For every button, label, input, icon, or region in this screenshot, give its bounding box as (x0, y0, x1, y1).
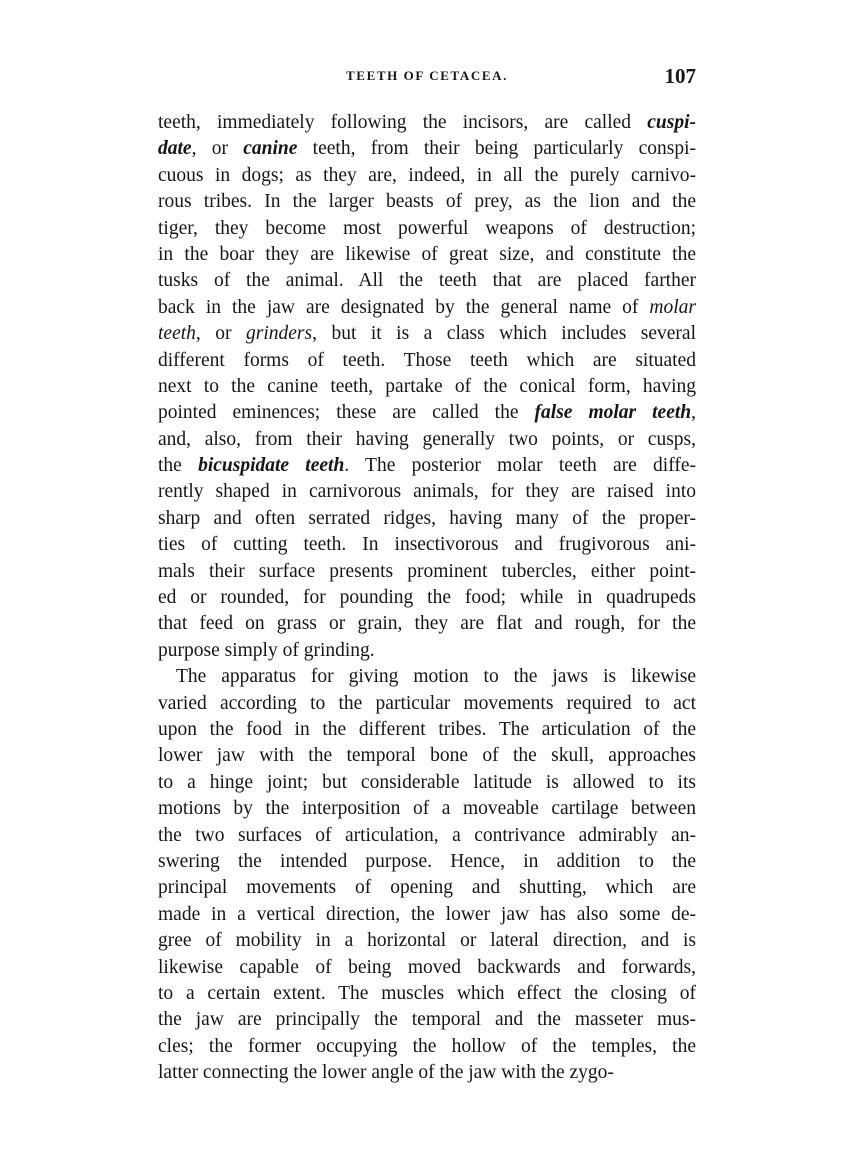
text-run: tiger, they become most powerful weapons of destruction; (158, 217, 696, 239)
text-run: rous tribes. In the larger beasts of prey, as the lion and the (158, 191, 696, 213)
text-line (158, 348, 696, 374)
text-run: the (158, 455, 199, 477)
text-line (158, 453, 696, 479)
text-run: gree of mobility in a horizontal or lateral direction, and is (158, 930, 696, 952)
text-run: latter connecting the lower angle of the jaw with the zygo- (158, 1062, 614, 1084)
italic-term: canine (243, 138, 298, 160)
text-line (158, 1007, 696, 1033)
text-line (158, 189, 696, 215)
text-run: sharp and often serrated ridges, having many of the proper- (158, 507, 696, 529)
italic-term: bicuspidate teeth (198, 455, 345, 477)
text-line (158, 295, 696, 321)
text-run: tusks of the animal. All the teeth that are placed farther (158, 270, 696, 292)
text-run: principal movements of opening and shutting, which are (158, 877, 696, 899)
text-run: , but it is a class which includes several (312, 323, 696, 345)
text-line (158, 770, 696, 796)
text-run: the two surfaces of articulation, a contrivance admirably an- (158, 824, 696, 846)
text-line (158, 506, 696, 532)
text-line (158, 136, 696, 162)
text-run: The apparatus for giving motion to the jaws is likewise (176, 666, 696, 688)
text-run: different forms of teeth. Those teeth which are situated (158, 349, 696, 371)
text-line (158, 664, 696, 690)
text-run: varied according to the particular movements required to act (158, 692, 696, 714)
text-line (158, 532, 696, 558)
text-line (158, 691, 696, 717)
text-run: likewise capable of being moved backwards and forwards, (158, 956, 696, 978)
text-line (158, 427, 696, 453)
text-run: purpose simply of grinding. (158, 639, 375, 661)
text-run: , or (195, 323, 246, 345)
text-line (158, 242, 696, 268)
text-line (158, 268, 696, 294)
text-line (158, 1060, 696, 1086)
text-run: rently shaped in carnivorous animals, for they are raised into (158, 481, 696, 503)
text-run: , or (191, 138, 244, 160)
text-run: to a certain extent. The muscles which effect the closing of (158, 982, 696, 1004)
running-head (158, 64, 696, 88)
running-title: TEETH OF CETACEA. (346, 68, 508, 83)
text-run: teeth, immediately following the incisors, are called (158, 112, 648, 133)
text-run: swering the intended purpose. Hence, in addition to the (158, 850, 696, 872)
text-line (158, 611, 696, 637)
text-run: . The posterior molar teeth are diffe- (344, 455, 696, 477)
text-line (158, 717, 696, 743)
text-run: teeth, from their being particularly conspi- (297, 138, 696, 160)
text-run: , (691, 402, 696, 424)
text-line (158, 743, 696, 769)
text-run: to a hinge joint; but considerable latitude is allowed to its (158, 771, 696, 793)
text-line (158, 928, 696, 954)
text-line (158, 955, 696, 981)
text-line (158, 479, 696, 505)
paragraph (158, 110, 696, 664)
book-page (158, 64, 696, 1114)
paragraph (158, 664, 696, 1086)
text-run: made in a vertical direction, the lower jaw has also some de- (158, 903, 696, 925)
text-run: that feed on grass or grain, they are flat and rough, for the (158, 613, 696, 635)
text-run: ties of cutting teeth. In insectivorous and frugivorous ani- (158, 534, 696, 556)
text-run: and, also, from their having generally two points, or cusps, (158, 428, 696, 450)
italic-term: cuspi- (647, 112, 696, 133)
text-run: the jaw are principally the temporal and the masseter mus- (158, 1009, 696, 1031)
text-line (158, 374, 696, 400)
text-line (158, 400, 696, 426)
text-line (158, 981, 696, 1007)
page-number: 107 (664, 64, 696, 88)
text-line (158, 796, 696, 822)
text-run: mals their surface presents prominent tubercles, either point- (158, 560, 696, 582)
text-line (158, 559, 696, 585)
italic-term: false molar teeth (534, 402, 692, 424)
text-line (158, 321, 696, 347)
text-line (158, 216, 696, 242)
text-line (158, 163, 696, 189)
text-run: ed or rounded, for pounding the food; while in quadrupeds (158, 587, 696, 609)
text-run: cuous in dogs; as they are, indeed, in all the purely carnivo- (158, 164, 696, 186)
text-line (158, 849, 696, 875)
text-line (158, 1034, 696, 1060)
text-run: in the boar they are likewise of great size, and constitute the (158, 243, 696, 265)
text-line (158, 823, 696, 849)
text-run: motions by the interposition of a moveable cartilage between (158, 798, 696, 820)
italic-term: date (158, 138, 192, 160)
text-line (158, 110, 696, 136)
body-text (158, 110, 696, 1086)
text-run: lower jaw with the temporal bone of the skull, approaches (158, 745, 696, 767)
text-run: back in the jaw are designated by the general name of (158, 296, 650, 318)
text-line (158, 638, 696, 664)
text-run: next to the canine teeth, partake of the conical form, having (158, 375, 696, 397)
text-run: pointed eminences; these are called the (158, 402, 535, 424)
text-line (158, 902, 696, 928)
text-line (158, 875, 696, 901)
text-line (158, 585, 696, 611)
text-run: cles; the former occupying the hollow of the temples, the (158, 1035, 696, 1057)
italic-term: grinders (246, 323, 313, 345)
text-run: upon the food in the different tribes. The articulation of the (158, 718, 696, 740)
italic-term: molar (649, 296, 696, 318)
italic-term: teeth (158, 323, 196, 345)
